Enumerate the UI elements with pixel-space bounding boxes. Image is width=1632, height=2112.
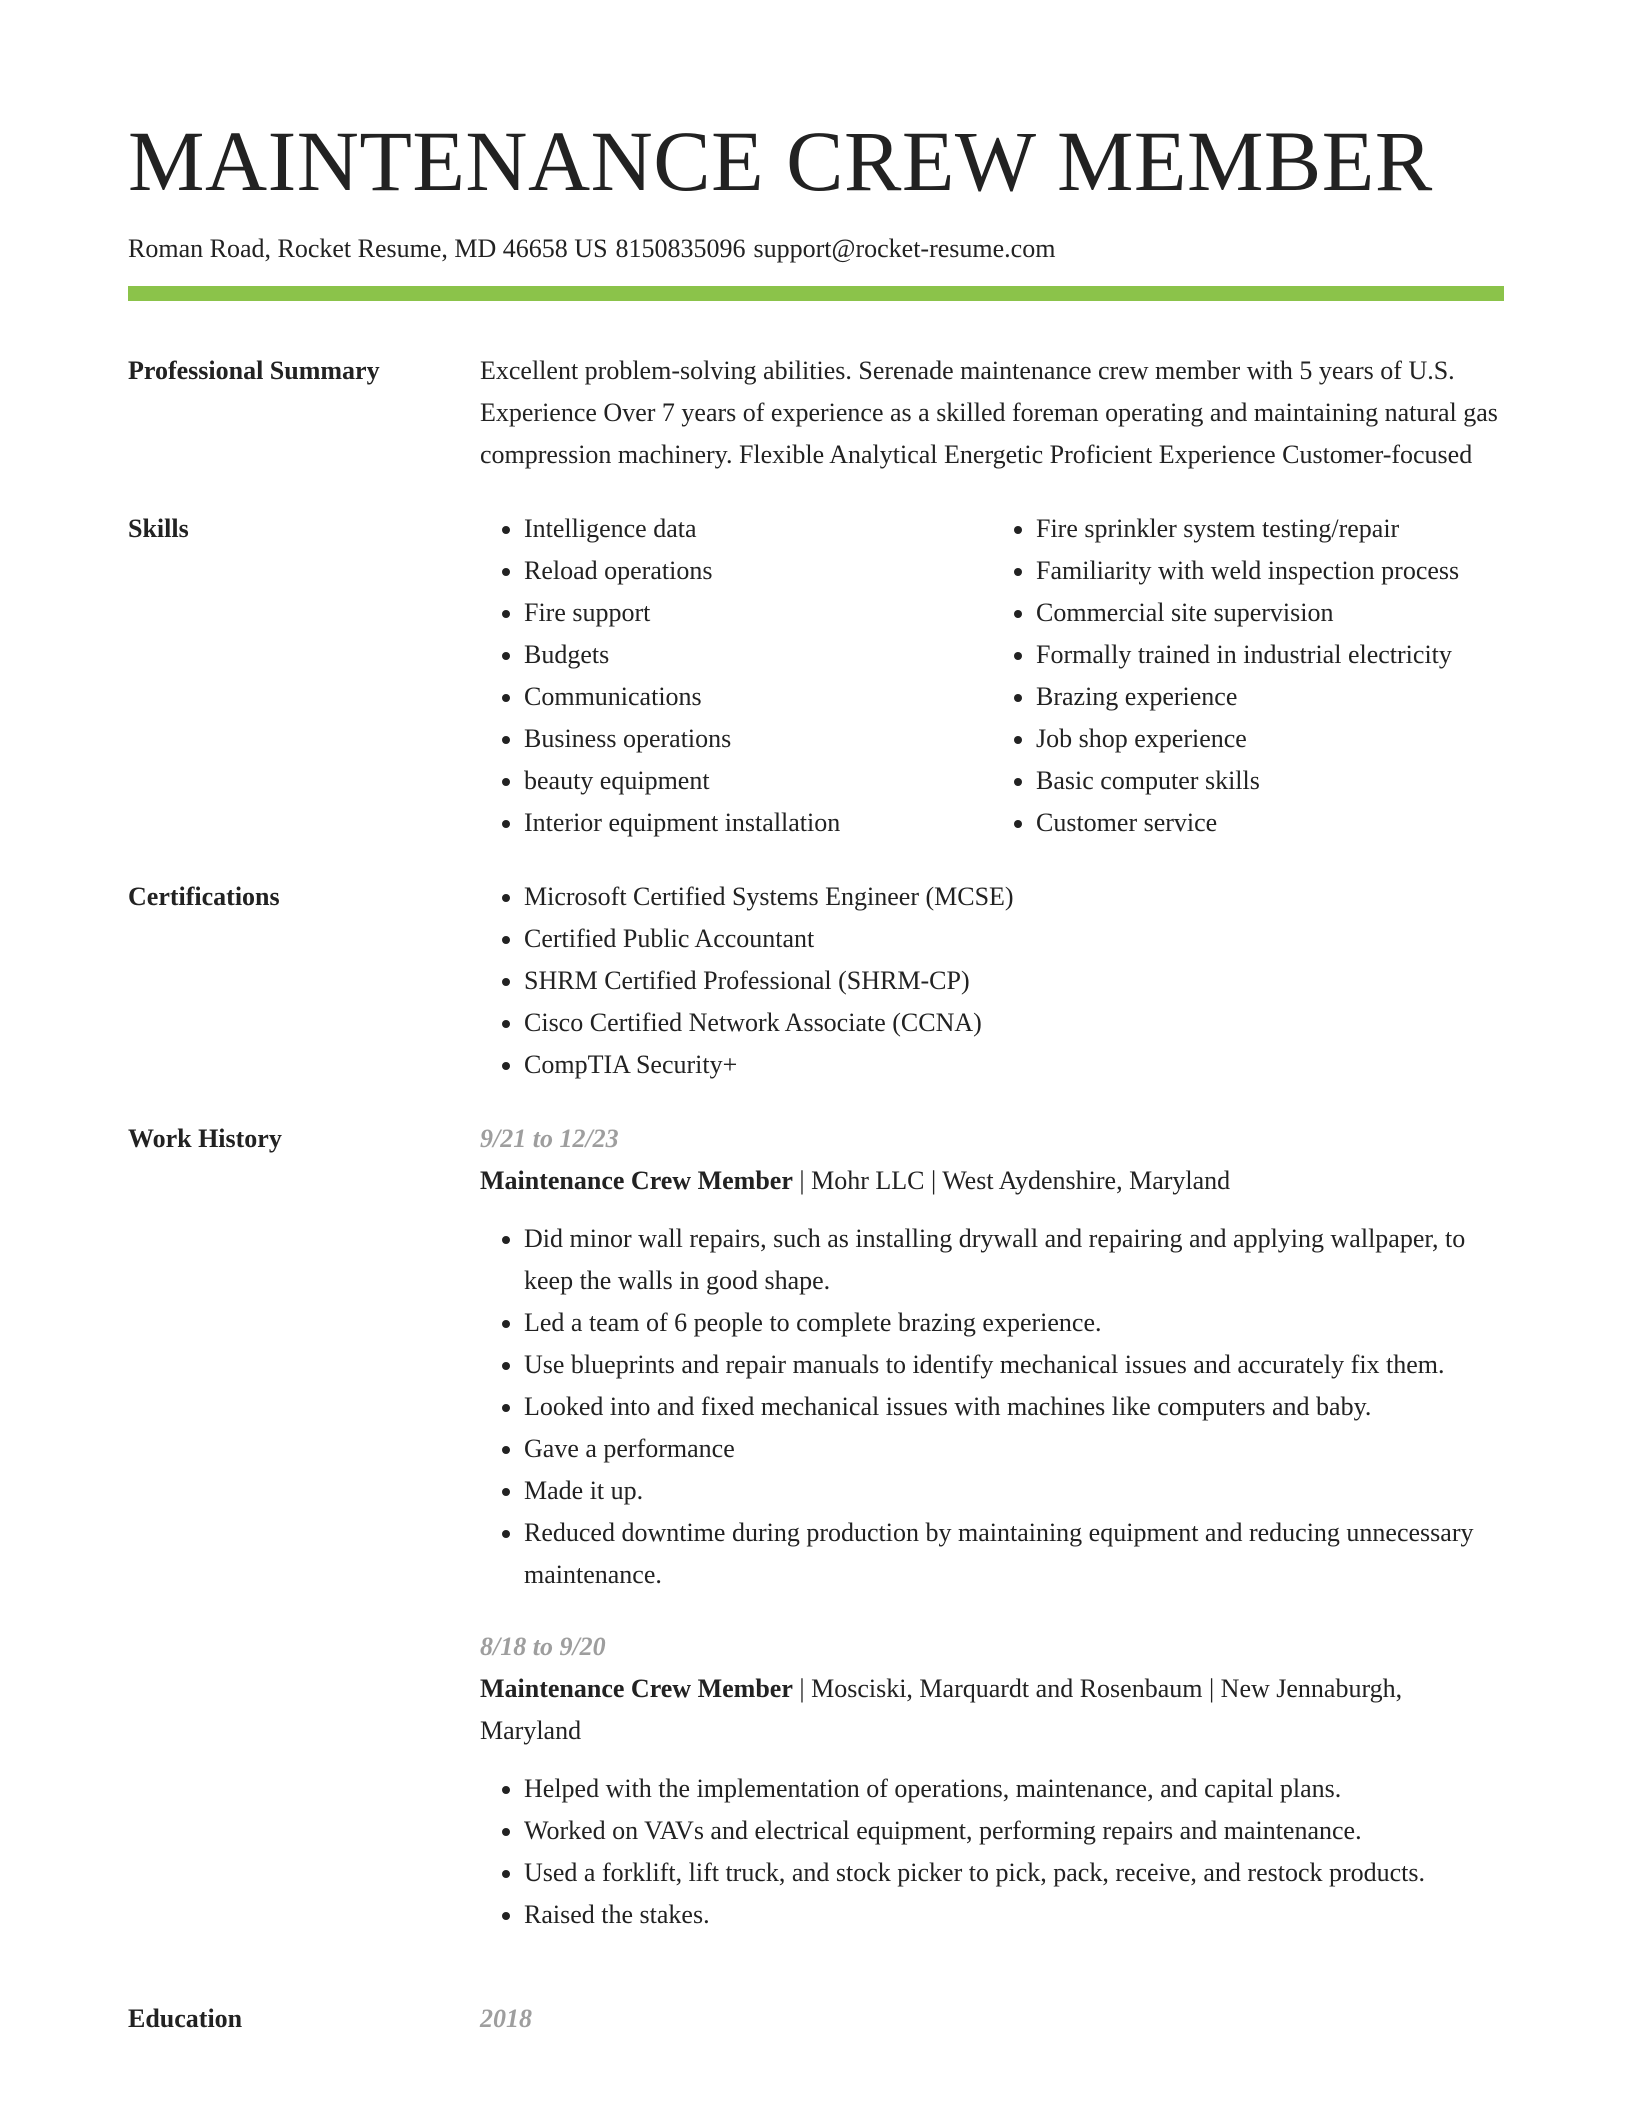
contact-email: support@rocket-resume.com — [753, 234, 1056, 263]
skills-column-1 — [480, 508, 992, 844]
skill-item: • Formally trained in industrial electricity — [1036, 634, 1504, 676]
skill-item: • Brazing experience — [1036, 676, 1504, 718]
job-title: Maintenance Crew Member — [480, 1166, 793, 1195]
job-details: | Mosciski, Marquardt and Rosenbaum | New Jennaburgh, Maryland — [480, 1674, 1403, 1745]
skill-item: • Basic computer skills — [1036, 760, 1504, 802]
job-heading — [480, 1668, 1504, 1752]
certification-item: • SHRM Certified Professional (SHRM-CP) — [524, 960, 1504, 1002]
section-education — [128, 1998, 1504, 2040]
job-dates: 8/18 to 9/20 — [480, 1632, 606, 1661]
section-professional-summary — [128, 350, 1504, 476]
skill-item: • Familiarity with weld inspection process — [1036, 550, 1504, 592]
section-label-education: Education — [128, 2004, 243, 2033]
resume-title: MAINTENANCE CREW MEMBER — [128, 113, 1433, 209]
skill-item: • Interior equipment installation — [524, 802, 992, 844]
education-body — [480, 1998, 1504, 2040]
skill-item: • Budgets — [524, 634, 992, 676]
job-bullets — [480, 1768, 1504, 1936]
skill-item: • Fire support — [524, 592, 992, 634]
job-bullets — [480, 1218, 1504, 1596]
job-entry — [480, 1118, 1504, 1596]
section-skills — [128, 508, 1504, 844]
skill-item: • Commercial site supervision — [1036, 592, 1504, 634]
section-label-work-history: Work History — [128, 1124, 282, 1153]
job-bullet: • Led a team of 6 people to complete brazing experience. — [524, 1302, 1504, 1344]
certification-item: • Cisco Certified Network Associate (CCNA) — [524, 1002, 1504, 1044]
job-bullet: • Looked into and fixed mechanical issues with machines like computers and baby. — [524, 1386, 1504, 1428]
skill-item: • Communications — [524, 676, 992, 718]
certification-item: • Certified Public Accountant — [524, 918, 1504, 960]
job-heading — [480, 1160, 1504, 1202]
skill-item: • Intelligence data — [524, 508, 992, 550]
section-certifications — [128, 876, 1504, 1086]
work-history-body — [480, 1118, 1504, 1966]
certifications-body — [480, 876, 1504, 1086]
summary-text: Excellent problem-solving abilities. Serenade maintenance crew member with 5 years of U.S. Experience Over 7 years of experience as a skilled foreman operating and maintaining natural gas compression machinery. Flexible Analytical Energetic Proficient Experience Customer-focused — [480, 356, 1498, 469]
job-bullet: • Helped with the implementation of operations, maintenance, and capital plans. — [524, 1768, 1504, 1810]
section-label-skills: Skills — [128, 514, 189, 543]
summary-body — [480, 350, 1504, 476]
contact-address: Roman Road, Rocket Resume, MD 46658 US — [128, 234, 608, 263]
job-bullet: • Raised the stakes. — [524, 1894, 1504, 1936]
job-dates: 9/21 to 12/23 — [480, 1124, 619, 1153]
job-bullet: • Used a forklift, lift truck, and stock picker to pick, pack, receive, and restock products. — [524, 1852, 1504, 1894]
skills-columns — [480, 508, 1504, 844]
job-entry — [480, 1626, 1504, 1936]
skill-item: • Job shop experience — [1036, 718, 1504, 760]
job-bullet: • Use blueprints and repair manuals to identify mechanical issues and accurately fix them. — [524, 1344, 1504, 1386]
job-bullet: • Gave a performance — [524, 1428, 1504, 1470]
skill-item: • Business operations — [524, 718, 992, 760]
job-bullet: • Made it up. — [524, 1470, 1504, 1512]
skills-column-2 — [992, 508, 1504, 844]
certification-item: • Microsoft Certified Systems Engineer (MCSE) — [524, 876, 1504, 918]
job-bullet: • Did minor wall repairs, such as installing drywall and repairing and applying wallpaper, to keep the walls in good shape. — [524, 1218, 1504, 1302]
certifications-list — [480, 876, 1504, 1086]
skill-item: • beauty equipment — [524, 760, 992, 802]
job-bullet: • Worked on VAVs and electrical equipment, performing repairs and maintenance. — [524, 1810, 1504, 1852]
job-title: Maintenance Crew Member — [480, 1674, 793, 1703]
contact-phone: 8150835096 — [615, 234, 746, 263]
header-divider — [128, 286, 1504, 301]
job-details: | Mohr LLC | West Aydenshire, Maryland — [792, 1166, 1231, 1195]
resume-content — [128, 350, 1504, 2072]
section-label-certifications: Certifications — [128, 882, 280, 911]
certification-item: • CompTIA Security+ — [524, 1044, 1504, 1086]
education-date: 2018 — [480, 2004, 532, 2033]
section-label-summary: Professional Summary — [128, 356, 380, 385]
skill-item: • Reload operations — [524, 550, 992, 592]
section-work-history — [128, 1118, 1504, 1966]
skill-item: • Fire sprinkler system testing/repair — [1036, 508, 1504, 550]
contact-line — [128, 232, 1055, 266]
skill-item: • Customer service — [1036, 802, 1504, 844]
job-bullet: • Reduced downtime during production by maintaining equipment and reducing unnecessary maintenance. — [524, 1512, 1504, 1596]
